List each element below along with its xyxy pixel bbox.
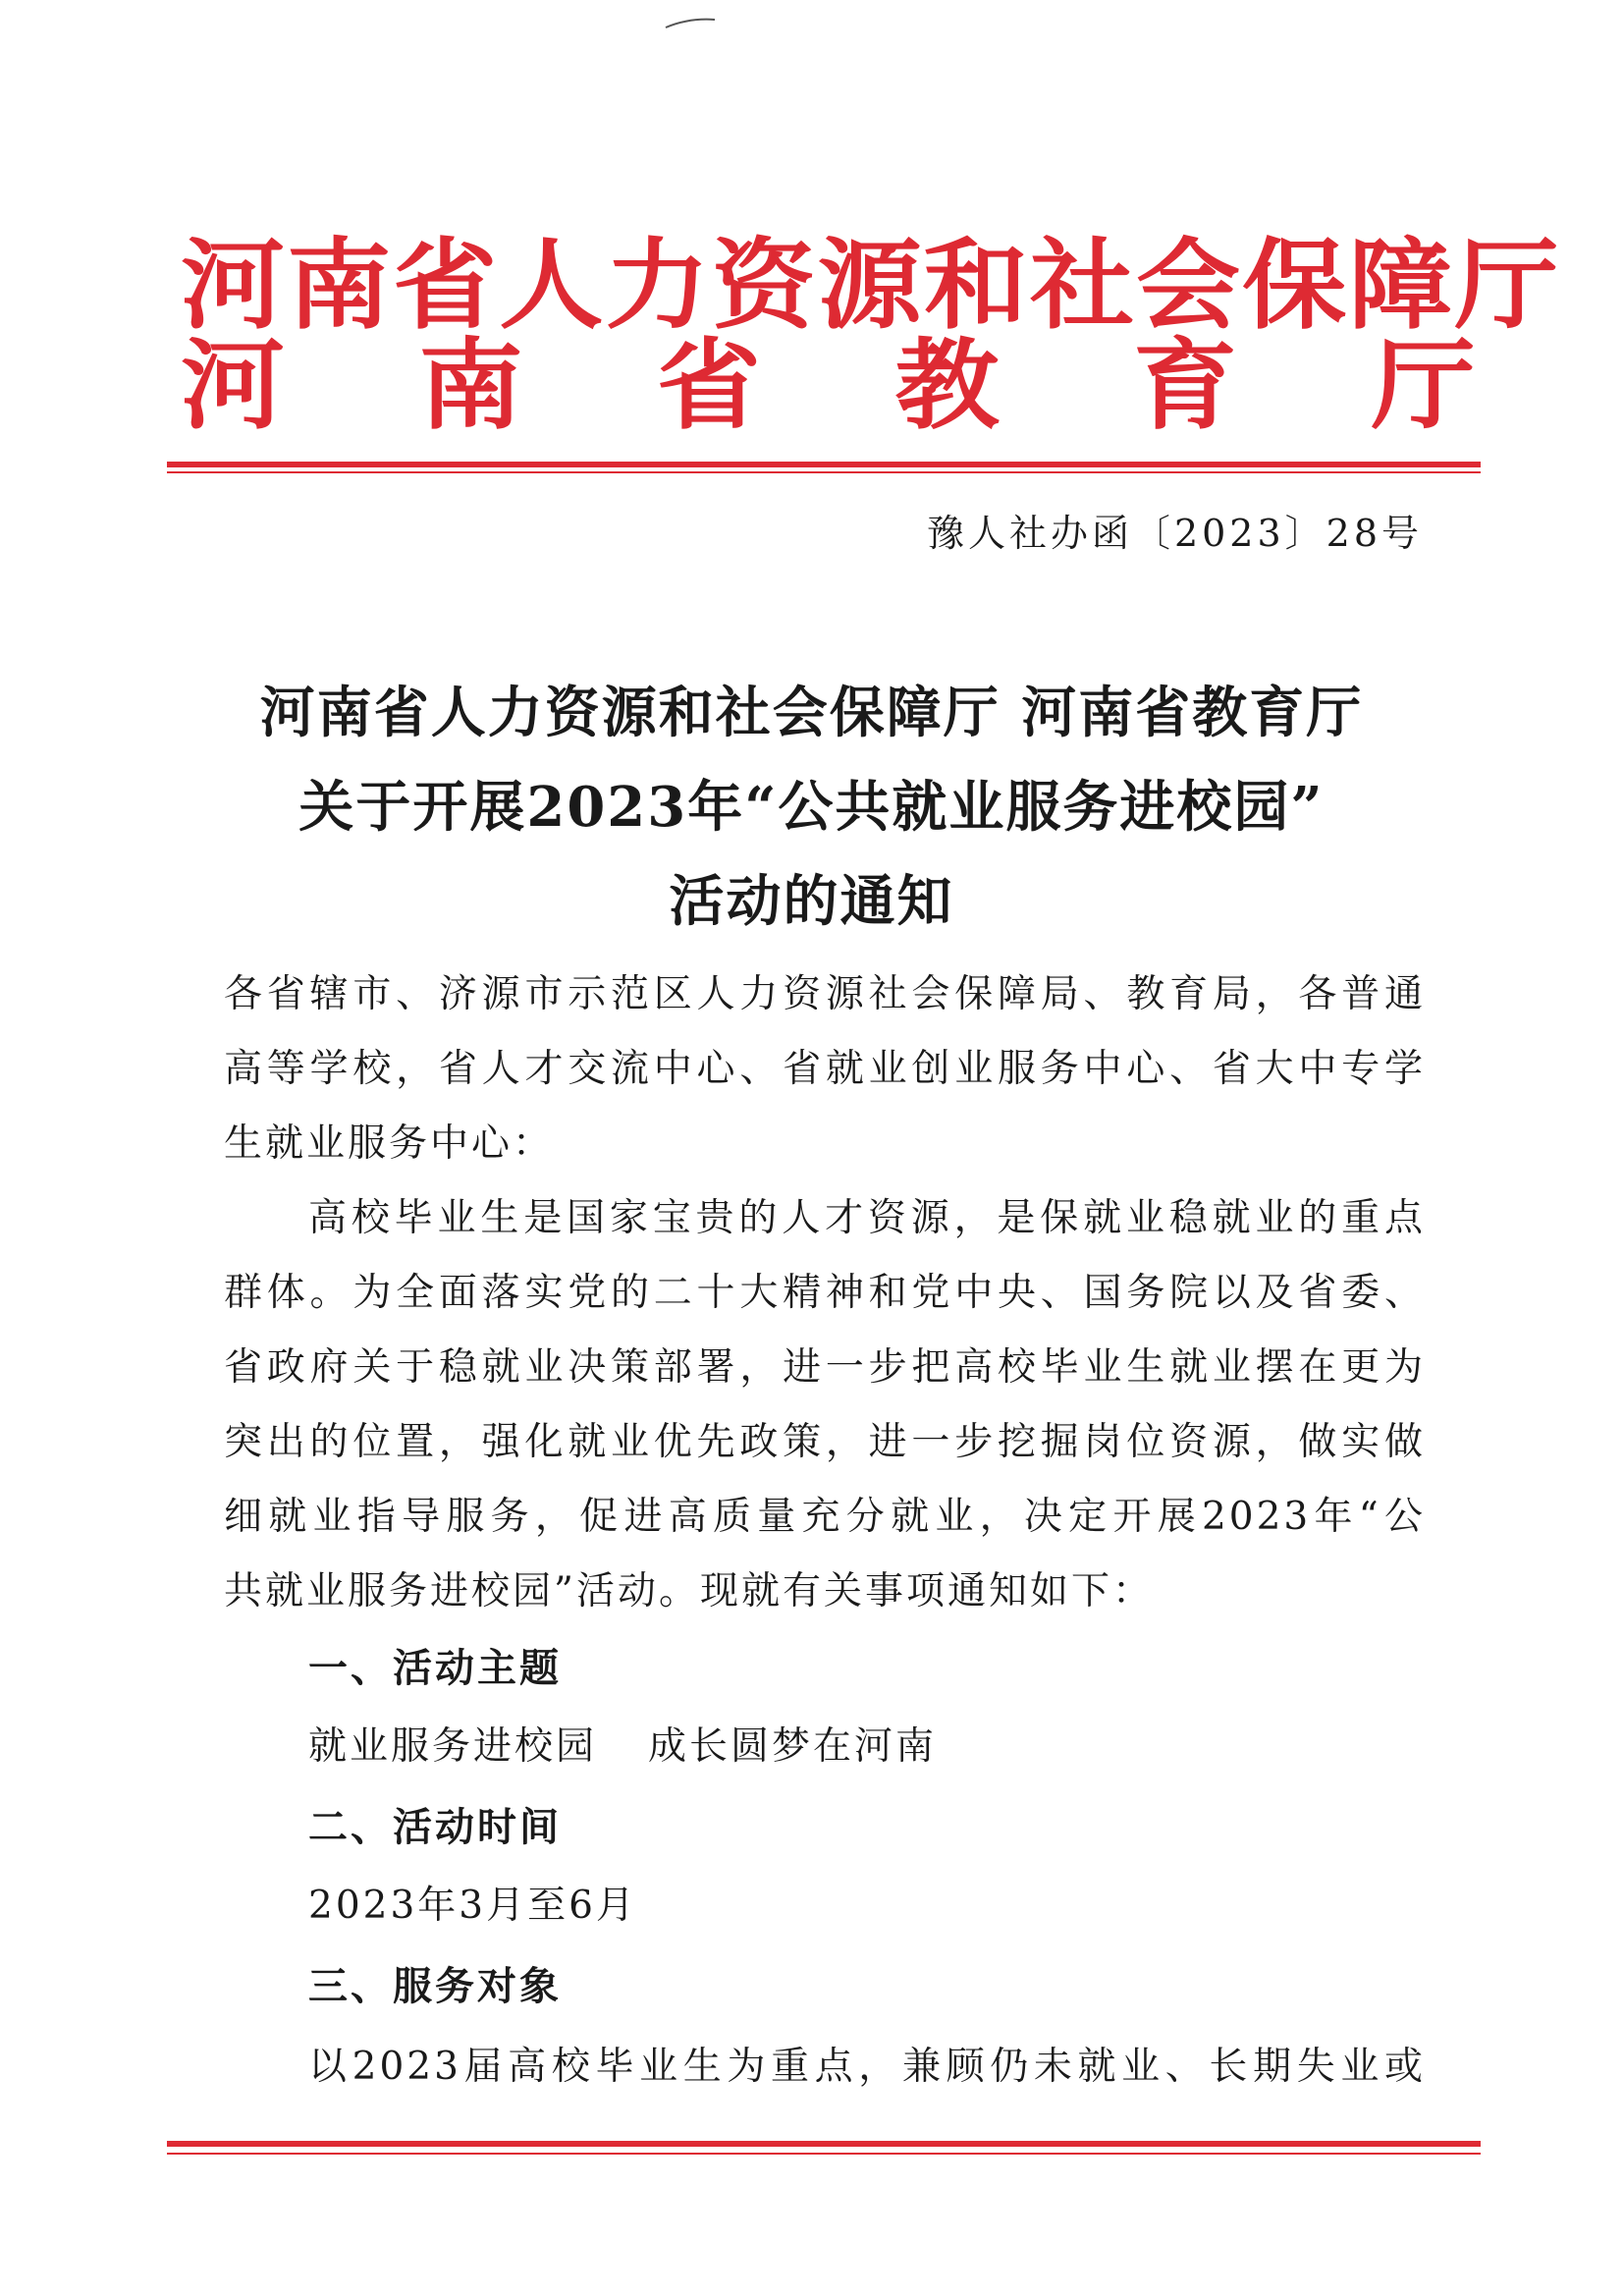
body-line: 高校毕业生是国家宝贵的人才资源，是保就业稳就业的重点 — [308, 1196, 1426, 1240]
footer-rule — [167, 2141, 1481, 2147]
theme-part-1: 就业服务进校园 — [308, 1724, 598, 1769]
letterhead-char: 厅 — [1371, 327, 1476, 443]
addressee-line: 各省辖市、济源市示范区人力资源社会保障局、教育局，各普通 — [224, 972, 1426, 1016]
theme-part-2: 成长圆梦在河南 — [648, 1724, 938, 1769]
letterhead-char: 南 — [418, 327, 523, 443]
body-line: 群体。为全面落实党的二十大精神和党中央、国务院以及省委、 — [224, 1271, 1426, 1315]
theme-text — [308, 1721, 937, 1774]
letterhead-rule — [167, 462, 1481, 467]
title-line-1: 河南省人力资源和社会保障厅 河南省教育厅 — [259, 681, 1364, 745]
body-line: 细就业指导服务，促进高质量充分就业，决定开展2023年“公 — [224, 1495, 1426, 1539]
letterhead-rule-thin — [167, 471, 1481, 473]
section-heading-theme: 一、活动主题 — [308, 1645, 562, 1691]
letterhead-char: 河 — [181, 327, 285, 443]
addressee-line: 高等学校，省人才交流中心、省就业创业服务中心、省大中专学 — [224, 1047, 1426, 1091]
letterhead-char: 育 — [1133, 327, 1238, 443]
target-text: 以2023届高校毕业生为重点，兼顾仍未就业、长期失业或 — [308, 2045, 1426, 2089]
body-line: 突出的位置，强化就业优先政策，进一步挖掘岗位资源，做实做 — [224, 1420, 1426, 1464]
letterhead-char: 教 — [894, 327, 1000, 443]
time-text: 2023年3月至6月 — [308, 1884, 637, 1928]
letterhead-line-1: 河南省人力资源和社会保障厅 — [181, 227, 1561, 343]
body-line: 共就业服务进校园”活动。现就有关事项通知如下： — [224, 1569, 1154, 1613]
title-line-3: 活动的通知 — [669, 869, 954, 934]
body-line: 省政府关于稳就业决策部署，进一步把高校毕业生就业摆在更为 — [224, 1345, 1426, 1390]
title-line-2: 关于开展2023年“公共就业服务进校园” — [298, 775, 1325, 840]
letterhead-line-2 — [181, 327, 1476, 443]
pen-mark — [664, 16, 717, 29]
section-heading-target: 三、服务对象 — [308, 1963, 562, 2009]
letterhead-char: 省 — [657, 327, 762, 443]
addressee-line: 生就业服务中心： — [224, 1121, 555, 1166]
document-number: 豫人社办函〔2023〕28号 — [926, 512, 1423, 555]
footer-rule-thin — [167, 2153, 1481, 2155]
section-heading-time: 二、活动时间 — [308, 1804, 562, 1850]
